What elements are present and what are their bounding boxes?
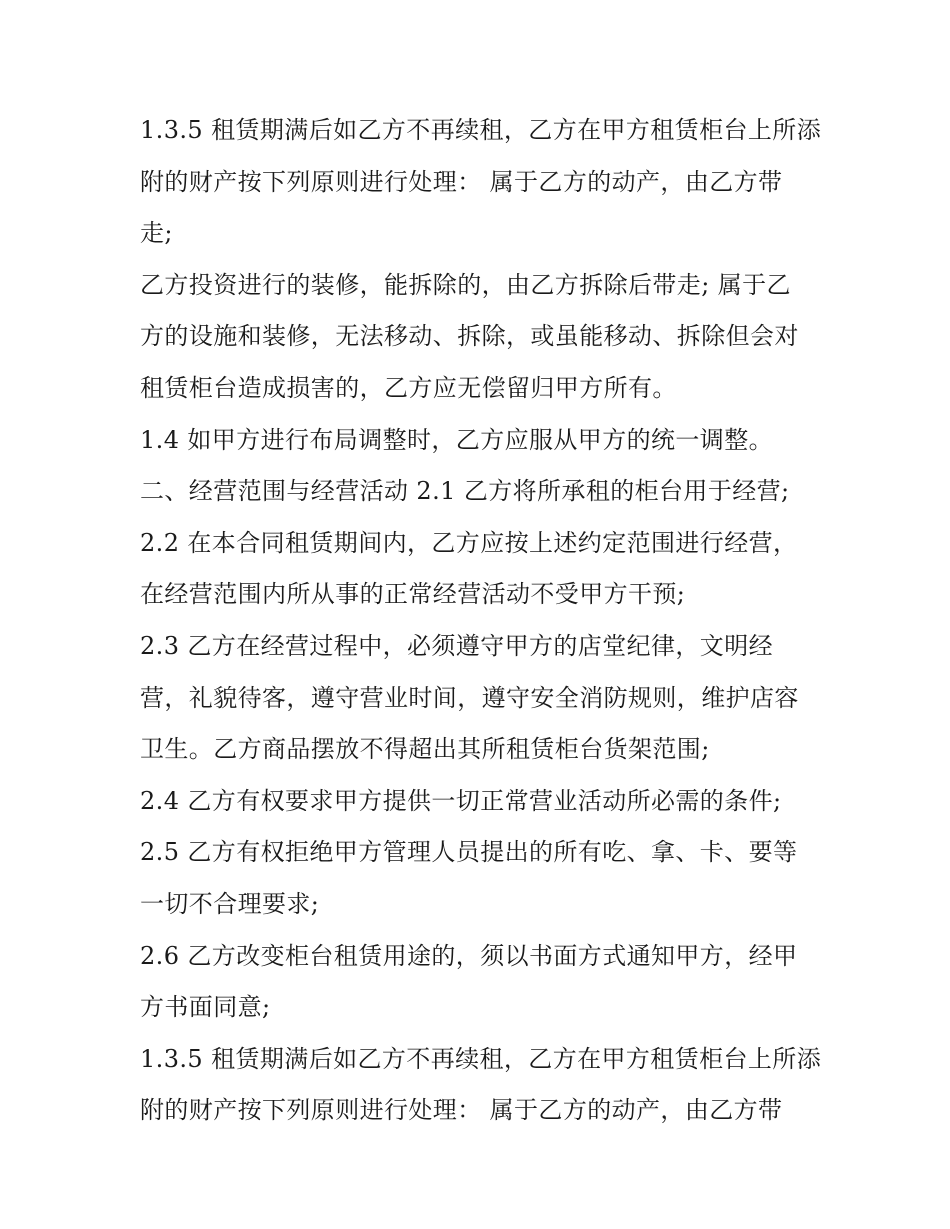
text-line: 租赁柜台造成损害的，乙方应无偿留归甲方所有。 bbox=[140, 373, 677, 402]
text-line: 走; bbox=[140, 219, 173, 248]
text-line: 2.5 乙方有权拒绝甲方管理人员提出的所有吃、拿、卡、要等 bbox=[140, 838, 798, 867]
text-line: 2.4 乙方有权要求甲方提供一切正常营业活动所必需的条件; bbox=[140, 786, 782, 815]
text-line: 方的设施和装修，无法移动、拆除，或虽能移动、拆除但会对 bbox=[140, 322, 799, 351]
text-line: 1.3.5 租赁期满后如乙方不再续租，乙方在甲方租赁柜台上所添 bbox=[140, 1044, 822, 1073]
text-line: 二、经营范围与经营活动 2.1 乙方将所承租的柜台用于经营; bbox=[140, 477, 790, 506]
text-line: 2.2 在本合同租赁期间内，乙方应按上述约定范围进行经营， bbox=[140, 528, 798, 557]
text-line: 附的财产按下列原则进行处理： 属于乙方的动产，由乙方带 bbox=[140, 1096, 783, 1125]
text-line: 2.6 乙方改变柜台租赁用途的，须以书面方式通知甲方，经甲 bbox=[140, 941, 798, 970]
text-line: 1.4 如甲方进行布局调整时，乙方应服从甲方的统一调整。 bbox=[140, 425, 773, 454]
text-line: 2.3 乙方在经营过程中，必须遵守甲方的店堂纪律，文明经 bbox=[140, 631, 773, 660]
document-body bbox=[140, 105, 820, 1137]
text-line: 附的财产按下列原则进行处理： 属于乙方的动产，由乙方带 bbox=[140, 167, 783, 196]
text-line: 1.3.5 租赁期满后如乙方不再续租，乙方在甲方租赁柜台上所添 bbox=[140, 116, 822, 144]
text-line: 一切不合理要求; bbox=[140, 889, 320, 918]
text-line: 在经营范围内所从事的正常经营活动不受甲方干预; bbox=[140, 580, 686, 609]
text-line: 营，礼貌待客，遵守营业时间，遵守安全消防规则，维护店容 bbox=[140, 683, 799, 712]
text-line: 方书面同意; bbox=[140, 993, 271, 1022]
text-line: 卫生。乙方商品摆放不得超出其所租赁柜台货架范围; bbox=[140, 735, 710, 764]
text-line: 乙方投资进行的装修，能拆除的，由乙方拆除后带走; 属于乙 bbox=[140, 270, 791, 299]
